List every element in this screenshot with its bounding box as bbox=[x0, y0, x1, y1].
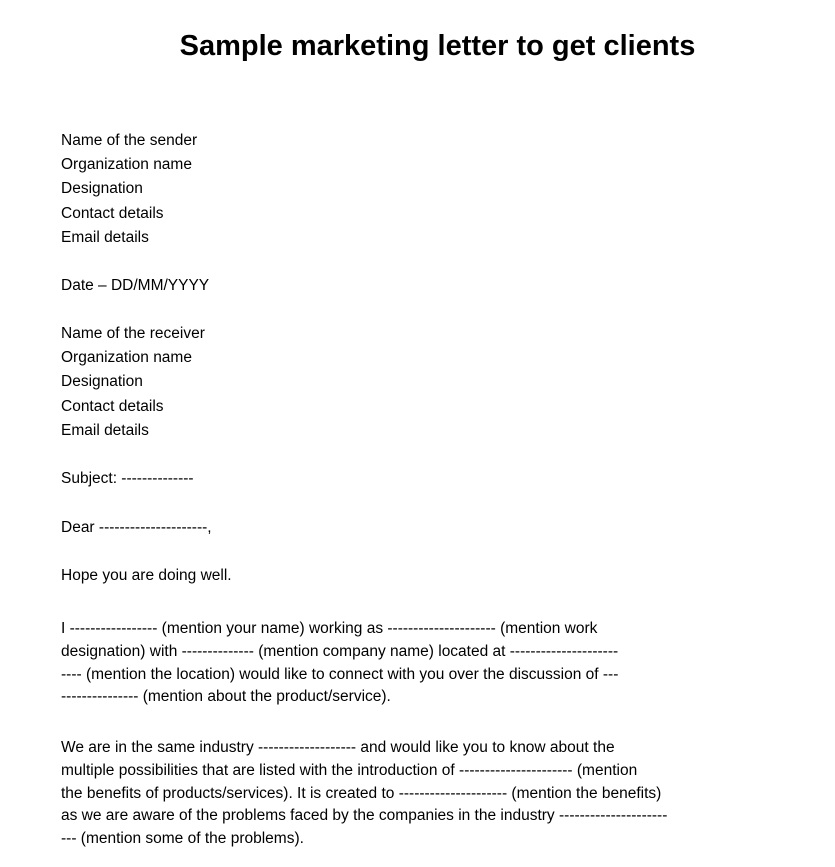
paragraph-line: the benefits of products/services). It is created to --------------------- (mention the benefits) bbox=[61, 784, 662, 802]
paragraph-line: I ----------------- (mention your name) working as --------------------- (mention work bbox=[61, 620, 598, 637]
sender-email: Email details bbox=[61, 228, 149, 246]
receiver-contact: Contact details bbox=[61, 397, 164, 415]
paragraph-line: designation) with -------------- (mention company name) located at --------------------- bbox=[61, 642, 619, 660]
greeting-line bbox=[61, 564, 232, 588]
sender-organization: Organization name bbox=[61, 156, 192, 174]
salutation-line bbox=[61, 516, 212, 540]
paragraph-line: --- (mention some of the problems). bbox=[61, 830, 304, 848]
sender-designation: Designation bbox=[61, 180, 143, 198]
sender-block bbox=[61, 129, 197, 250]
paragraph-introduction bbox=[61, 618, 726, 709]
subject-line bbox=[61, 467, 194, 491]
receiver-name: Name of the receiver bbox=[61, 325, 205, 342]
paragraph-line: as we are aware of the problems faced by the companies in the industry --------------------- bbox=[61, 807, 668, 825]
paragraph-line: multiple possibilities that are listed with the introduction of ---------------------- (mention bbox=[61, 761, 638, 779]
paragraph-line: ---- (mention the location) would like to connect with you over the discussion of --- bbox=[61, 665, 619, 683]
salutation-text: Dear ---------------------, bbox=[61, 519, 212, 536]
sender-contact: Contact details bbox=[61, 204, 164, 222]
paragraph-line: We are in the same industry ------------------- and would like you to know about the bbox=[61, 739, 615, 756]
date-text: Date – DD/MM/YYYY bbox=[61, 277, 210, 294]
receiver-block bbox=[61, 322, 205, 443]
greeting-text: Hope you are doing well. bbox=[61, 567, 232, 584]
receiver-organization: Organization name bbox=[61, 349, 192, 367]
paragraph-benefits bbox=[61, 737, 726, 851]
receiver-designation: Designation bbox=[61, 373, 143, 391]
receiver-email: Email details bbox=[61, 421, 149, 439]
subject-text: Subject: -------------- bbox=[61, 470, 194, 487]
document-title: Sample marketing letter to get clients bbox=[179, 30, 696, 62]
paragraph-line: --------------- (mention about the product/service). bbox=[61, 688, 391, 706]
sender-name: Name of the sender bbox=[61, 132, 198, 149]
date-line bbox=[61, 274, 209, 298]
